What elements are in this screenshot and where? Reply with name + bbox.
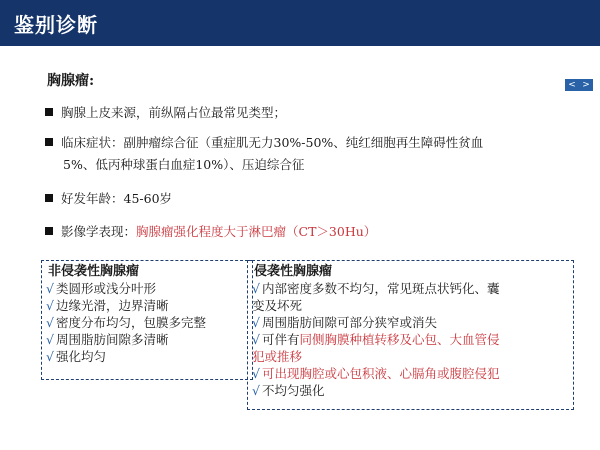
list-item: √ 类圆形或浅分叶形 [46, 281, 156, 296]
title-bar [0, 0, 600, 46]
list-item: √ 可伴有同侧胸膜种植转移及心包、大血管侵 [252, 332, 500, 347]
box-title: 侵袭性胸腺瘤 [254, 264, 333, 279]
previous-slide-button[interactable]: < [565, 79, 579, 91]
bullet-origin: 胸腺上皮来源，前纵隔占位最常见类型； [45, 102, 286, 124]
bullet-age: 好发年龄：45-60岁 [45, 188, 172, 210]
check-icon: √ [46, 349, 54, 364]
square-bullet-icon [45, 194, 53, 202]
check-icon: √ [252, 332, 260, 347]
square-bullet-icon [45, 108, 53, 116]
list-item: √ 不均匀强化 [252, 383, 325, 398]
list-item: √ 边缘光滑，边界清晰 [46, 298, 169, 313]
list-item: √ 周围脂肪间隙可部分狭窄或消失 [252, 315, 437, 330]
invasive-thymoma-box [247, 260, 574, 410]
bullet-clinical-symptoms: 临床症状：副肿瘤综合征（重症肌无力30%-50%、纯红细胞再生障碍性贫血 5%、低丙种球蛋白血症10%）、压迫综合征 [45, 132, 483, 176]
square-bullet-icon [45, 227, 53, 235]
check-icon: √ [252, 366, 260, 381]
box-title: 非侵袭性胸腺瘤 [48, 264, 140, 279]
check-icon: √ [46, 281, 54, 296]
check-icon: √ [46, 315, 54, 330]
check-icon: √ [46, 332, 54, 347]
square-bullet-icon [45, 138, 53, 146]
list-item: √ 周围脂肪间隙多清晰 [46, 332, 169, 347]
check-icon: √ [252, 281, 260, 296]
list-item-continuation: 犯或推移 [252, 349, 303, 364]
check-icon: √ [252, 315, 260, 330]
list-item: √ 强化均匀 [46, 349, 106, 364]
non-invasive-thymoma-box [41, 260, 253, 380]
bullet-imaging: 影像学表现：胸腺瘤强化程度大于淋巴瘤（CT＞30Hu） [45, 221, 376, 243]
page-title: 鉴别诊断 [14, 13, 98, 37]
check-icon: √ [46, 298, 54, 313]
check-icon: √ [252, 383, 260, 398]
list-item: √ 可出现胸腔或心包积液、心膈角或腹腔侵犯 [252, 366, 500, 381]
list-item: √ 密度分布均匀，包膜多完整 [46, 315, 206, 330]
list-item-continuation: 变及坏死 [252, 298, 303, 313]
section-heading: 胸腺瘤: [47, 73, 95, 89]
next-slide-button[interactable]: > [579, 79, 593, 91]
list-item: √ 内部密度多数不均匀，常见斑点状钙化、囊 [252, 281, 500, 296]
